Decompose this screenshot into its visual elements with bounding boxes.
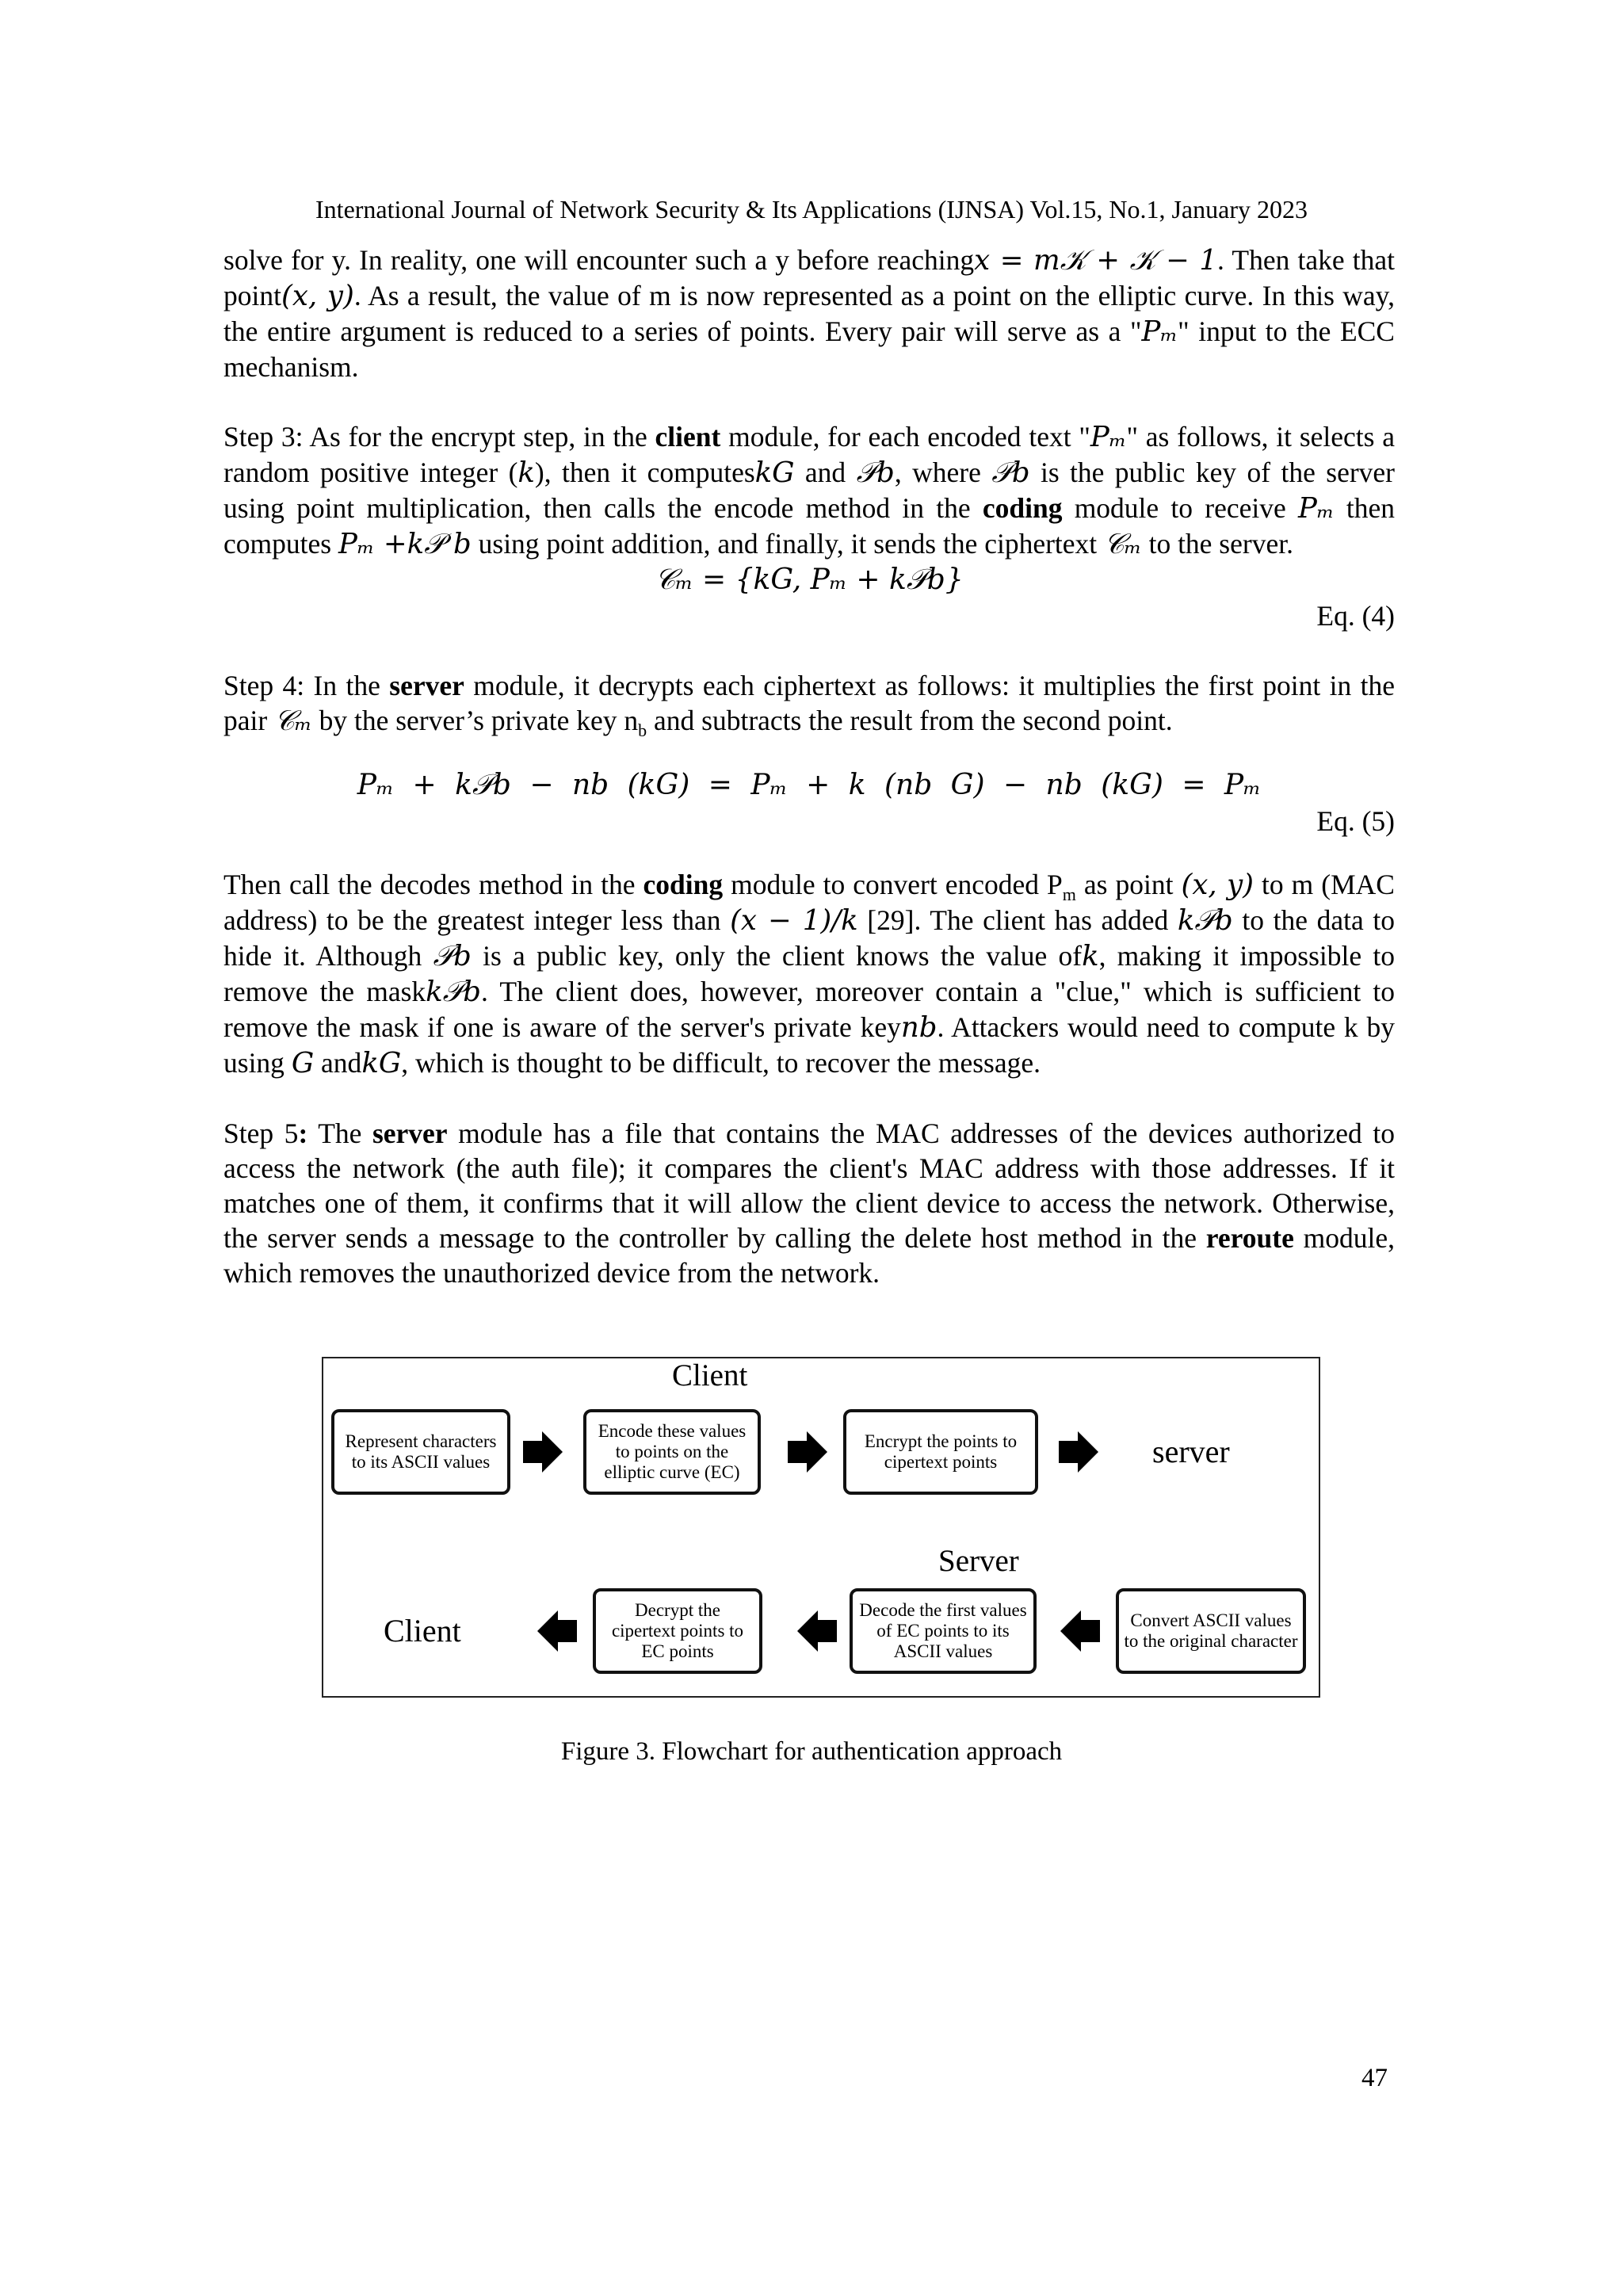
flowchart-box-encrypt: Encrypt the points to cipertext points (843, 1409, 1038, 1495)
running-header: International Journal of Network Security & Its Applications (IJNSA) Vol.15, No.1, January 2023 (315, 195, 1308, 223)
flowchart-box-convert-ascii: Convert ASCII values to the original character (1116, 1588, 1306, 1674)
paragraph-step-3: Step 3: As for the encrypt step, in the client module, for each encoded text "Pₘ" as follows, it selects a random positive integer (k), then it computeskG and 𝒫b, where 𝒫b is the public key of the server using point multiplication, then calls the encode method in the coding module to receive Pₘ then computes Pₘ +k𝒫 b using point addition, and finally, it sends the ciphertext 𝒞ₘ to the server. (223, 421, 1395, 560)
equation-4: 𝒞ₘ = {kG, Pₘ + k𝒫b} (655, 563, 964, 596)
flowchart-box-decode-ascii: Decode the first values of EC points to its ASCII values (850, 1588, 1037, 1674)
paragraph-ecc-encoding: solve for y. In reality, one will encounter such a y before reachingx = m𝒦 + 𝒦 − 1. Then take that point(x, y). As a result, the value of m is now represented as a point on the elliptic curve. In this way, the entire argument is reduced to a series of points. Every pair will serve as a "Pₘ" input to the ECC mechanism. (223, 244, 1396, 383)
paragraph-step-4: Step 4: In the server module, it decrypts each ciphertext as follows: it multiplies the first point in the pair 𝒞ₘ by the server’s private key $n_b$ and subtracts the result from the second point. (223, 670, 1395, 741)
flowchart-client-heading: Client (672, 1358, 748, 1392)
flowchart-server-target: server (1152, 1434, 1230, 1469)
flowchart-box-decrypt: Decrypt the cipertext points to EC points (593, 1588, 762, 1674)
body-text (223, 243, 1395, 1290)
figure-caption: Figure 3. Flowchart for authentication approach (560, 1737, 1063, 1766)
equation-5: Pₘ + k𝒫b − nb (kG) = Pₘ + k (nb G) − nb (kG) = Pₘ (357, 769, 1262, 801)
flowchart-server-heading: Server (938, 1544, 1019, 1578)
flowchart-figure (322, 1357, 1320, 1698)
left-arrow-icon (1060, 1610, 1100, 1652)
right-arrow-icon (788, 1431, 827, 1473)
equation-5-label: Eq. (5) (1316, 805, 1395, 837)
right-arrow-icon (1059, 1431, 1098, 1473)
flowchart-box-represent-ascii: Represent characters to its ASCII values (331, 1409, 510, 1495)
left-arrow-icon (537, 1610, 577, 1652)
page-number: 47 (1361, 2064, 1388, 2092)
paragraph-step-5: Step 5: The server module has a file that contains the MAC addresses of the devices authorized to access the network (the auth file); it compares the client's MAC address with those addresses. If it matches one of them, it confirms that it will allow the client device to access the network. Otherwise, the server sends a message to the controller by calling the delete host method in the reroute module, which removes the unauthorized device from the network. (223, 1117, 1395, 1289)
left-arrow-icon (797, 1610, 837, 1652)
paragraph-decode: Then call the decodes method in the coding module to convert encoded $P_m$ as point (x, y) to m (MAC address) to be the greatest integer less than (x − 1)/k [29]. The client has added k𝒫b to the data to hide it. Although 𝒫b is a public key, only the client knows the value ofk, making it impossible to remove the maskk𝒫b. The client does, however, moreover contain a "clue," which is sufficient to remove the mask if one is aware of the server's private keynb. Attackers would need to compute k by using G andkG, which is thought to be difficult, to recover the message. (223, 869, 1395, 1079)
flowchart-client-target: Client (384, 1613, 461, 1648)
flowchart-box-encode-ec: Encode these values to points on the elliptic curve (EC) (583, 1409, 761, 1495)
right-arrow-icon (523, 1431, 563, 1473)
equation-4-label: Eq. (4) (1316, 600, 1395, 632)
